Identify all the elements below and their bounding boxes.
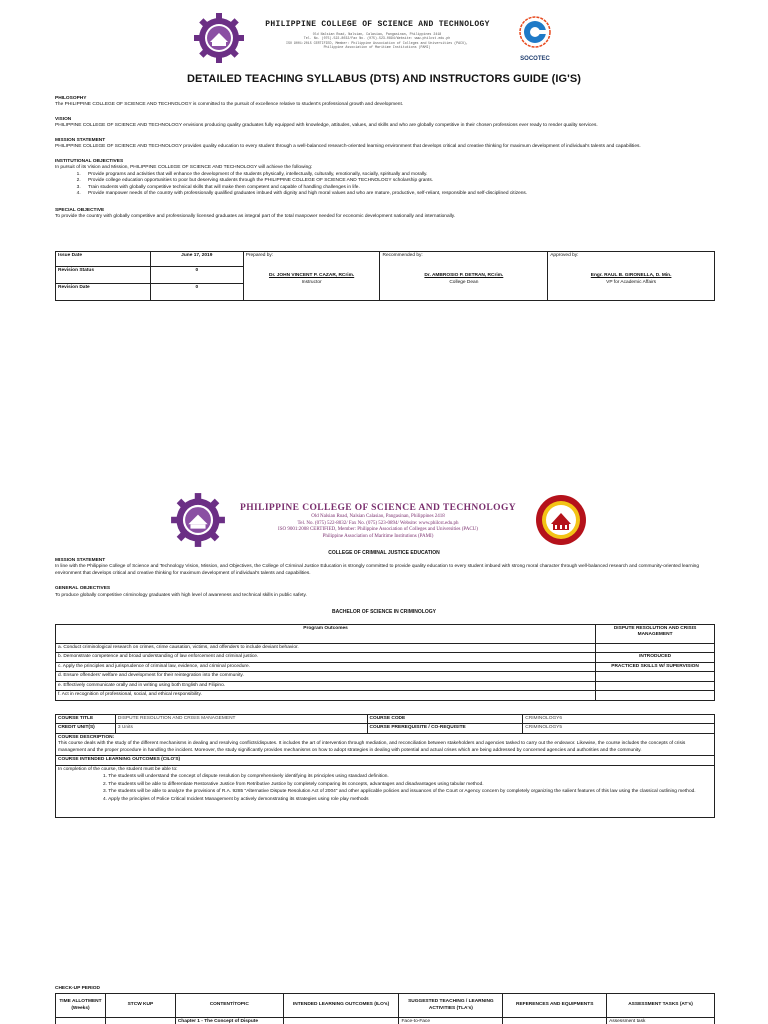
prepared-cell — [243, 252, 380, 301]
col-header: TIME ALLOTMENT (Weeks) — [56, 994, 106, 1018]
page1-body — [55, 96, 715, 221]
course-description-cell — [56, 733, 715, 755]
recommended-name: Dr. AMBROSIO P. DETRAN, RCrim. — [424, 273, 504, 279]
address-line: Tel. No. (075) 522-8032/ Fax No. (075) 523-0894/ Website: www.philcst.edu.ph — [297, 520, 459, 526]
col-header: ASSESSMENT TASKS (AT's) — [607, 994, 715, 1018]
list-item: 1. Provide programs and activities that will enhance the development of the students physically, intellectually, culturally, emotionally, socially, spiritually and morally. — [82, 172, 715, 178]
approved-label: Approved by: — [550, 253, 579, 258]
table-row: f. Act in recognition of professional, social, and ethical responsibility. — [56, 691, 596, 700]
table-cell — [56, 1018, 106, 1024]
college-address — [262, 32, 492, 49]
revision-status-value: 0 — [150, 267, 243, 284]
college-address — [228, 514, 528, 540]
list-item: 2. Provide college education opportunities to poor but deserving students through the PHILIPPINE COLLEGE OF SCIENCE AND TECHNOLOGY scholarship grants. — [82, 178, 715, 184]
issue-date-label: Issue Date — [56, 252, 151, 267]
course-info-table — [55, 714, 715, 818]
recommended-role: College Dean — [449, 279, 479, 285]
list-item: 2. The students will be able to differentiate Restorative Justice from Retributive Justice by completely comparing its concepts, advantages and disadvantages using tabular method. — [103, 781, 484, 787]
checkup-table — [55, 993, 715, 1024]
prereq-value: CRIMINOLOGY5 — [523, 724, 715, 733]
approved-cell — [548, 252, 715, 301]
table-row: e. Effectively communicate orally and in writing using both English and Filipino. — [56, 681, 596, 690]
outcome-level — [596, 672, 715, 681]
certification-logo-icon — [512, 12, 558, 58]
page-title: DETAILED TEACHING SYLLABUS (DTS) AND INSTRUCTORS GUIDE (IG'S) — [186, 73, 582, 85]
address-line: Philippine Association of Maritime Institutions (PAMI) — [322, 533, 434, 539]
revision-status-label: Revision Status — [56, 267, 151, 284]
tla-cell: Face-to-Face — [399, 1018, 503, 1024]
course-description-label: COURSE DESCRIPTION: — [58, 734, 115, 740]
prereq-label: COURSE PREREQUISITE / CO-REQUISITE — [367, 724, 523, 733]
checkup-heading: CHECK-UP PERIOD — [55, 986, 100, 991]
college-name: PHILIPPINE COLLEGE OF SCIENCE AND TECHNOLOGY — [265, 20, 490, 29]
address-line: ISO 9001:2015 CERTIFIED, Member: Philippine Association of Colleges and Universities (PACU), — [285, 40, 469, 45]
certification-label: SOCOTEC — [520, 56, 550, 62]
mission-text: PHILIPPINE COLLEGE OF SCIENCE AND TECHNOLOGY provides quality education to every student through a well-balanced research-oriented learning environment that develops critical and creative thinking for maximum development of individual's talents and capabilities. — [55, 144, 641, 150]
college-seal-icon — [170, 492, 226, 548]
course-code-label: COURSE CODE — [367, 715, 523, 724]
col-header: INTENDED LEARNING OUTCOMES (ILO's) — [283, 994, 399, 1018]
cilo-cell — [56, 765, 715, 817]
address-line: Philippine Association of Maritime Institutions (PAMI) — [323, 44, 431, 49]
page-1 — [0, 0, 768, 470]
assessment-cell: Assessment task — [607, 1018, 715, 1024]
objectives-intro: In pursuit of its Vision and Mission, PHILIPPINE COLLEGE OF SCIENCE AND TECHNOLOGY will achieve the following: — [55, 165, 313, 171]
course-header: DISPUTE RESOLUTION AND CRISIS MANAGEMENT — [596, 625, 715, 644]
list-item: 4. Provide manpower needs of the country with professionally qualified graduates imbued with dignity and high moral values and who are mature, productive, self-reliant, responsible and self-disciplined citizens. — [82, 191, 715, 197]
college-seal-icon — [193, 12, 245, 64]
outcome-level — [596, 681, 715, 690]
special-objective-heading: SPECIAL OBJECTIVE — [55, 207, 105, 213]
course-title-value: DISPUTE RESOLUTION AND CRISIS MANAGEMENT — [115, 715, 367, 724]
revision-date-label: Revision Date — [56, 284, 151, 301]
list-item: 3. Train students with globally competitive technical skills that will make them competent and capable of handling challenges in life. — [82, 185, 715, 191]
outcomes-header: Program Outcomes — [56, 625, 596, 644]
address-line: Tel. No. (075)-522-8032/Fax No. (075)-523-0894/Website: www.philcst.edu.ph — [303, 36, 451, 41]
general-objectives-heading: GENERAL OBJECTIVES — [55, 586, 111, 592]
program-title: BACHELOR OF SCIENCE IN CRIMINOLOGY — [332, 609, 436, 615]
revision-date-value: 0 — [150, 284, 243, 301]
prepared-role: Instructor — [301, 279, 322, 285]
col-header: STCW KUP — [105, 994, 175, 1018]
college-department: COLLEGE OF CRIMINAL JUSTICE EDUCATION — [328, 550, 440, 556]
col-header: CONTENT/TOPIC — [175, 994, 283, 1018]
course-title-label: COURSE TITLE — [56, 715, 116, 724]
mission-text: In line with the Philippine College of Science and Technology Vision, Mission, and Objectives, the College of Criminal Justice Education is strongly committed to provide quality education to every student imbued with strong moral character through well-balanced research and community-oriented learning environment that develops critical and creative thinking for maximum development of individual's talents and capabilities. — [55, 564, 700, 576]
prepared-name: Dr. JOHN VINCENT P. CAZAR, RCrim. — [268, 273, 355, 279]
list-item: 3. The students will be able to analyze the provisions of R.A. 9285 "Alternative Dispute Resolution Act of 2004" and other applicable policies and issuances of the Court or Agency concern by completely organizing the salient features of this law using the classical outlining method. — [103, 789, 696, 795]
address-line: Old Nalsian Road, Nalsian Calasiao, Pangasinan, Philippines 2418 — [311, 514, 445, 519]
list-item: 1. The students will understand the concept of dispute resolution by comprehensively identifying its principles using standard definition. — [103, 774, 389, 780]
program-outcomes-table — [55, 624, 715, 701]
general-objectives-text: To produce globally competitive criminology graduates with high level of awareness and technical skills in public safety. — [55, 592, 307, 598]
vision-heading: VISION — [55, 116, 72, 122]
address-line: Old Nalsian Road, Nalsian, Calasiao, Pangasinan, Philippines 2418 — [312, 32, 442, 36]
credit-value: 3 Units — [115, 724, 367, 733]
issue-signature-table — [55, 251, 715, 301]
recommended-cell — [380, 252, 548, 301]
special-objective-text: To provide the country with globally competitive and professionally licensed graduates as integral part of the total manpower needed for economic development nationally and internationally. — [55, 214, 456, 220]
page2-body — [55, 558, 715, 599]
topic-cell: Chapter 1 - The Concept of Dispute — [175, 1018, 283, 1024]
col-header: REFERENCES AND EQUIPMENTS — [503, 994, 607, 1018]
college-name: PHILIPPINE COLLEGE OF SCIENCE AND TECHNOLOGY — [240, 503, 516, 513]
col-header: SUGGESTED TEACHING / LEARNING ACTIVITIES (TLA's) — [399, 994, 503, 1018]
address-line: ISO 9001:2008 CERTIFIED, Member: Philippine Association of Colleges and Universities (PACU) — [278, 527, 478, 532]
table-cell — [105, 1018, 175, 1024]
philosophy-heading: PHILOSOPHY — [55, 96, 87, 101]
outcome-level — [596, 644, 715, 653]
philosophy-text: The PHILIPPINE COLLEGE OF SCIENCE AND TECHNOLOGY is committed to the pursuit of excellence relative to student's professional growth and development. — [55, 102, 404, 108]
course-description-text: This course deals with the study of the different mechanisms in dealing and resolving conflicts/disputes. It includes the art of intervention through mediation, and reconciliation between stakeholders and agencies tasked to carry out the endeavor. Likewise, the course includes the concepts of crisis management and the proper procedure in handling the incident. Moreover, the study significantly provides mechanisms on how to adopt strategies in dealing with potential and actual crises which are being addressed by concerned agencies and authorities and the community. — [58, 741, 686, 753]
criminology-seal-icon — [535, 494, 587, 546]
table-cell — [283, 1018, 399, 1024]
objectives-list — [55, 172, 715, 198]
credit-label: CREDIT UNIT(S) — [56, 724, 116, 733]
approved-role: VP for Academic Affairs — [606, 279, 657, 285]
outcome-level: INTRODUCED — [596, 653, 715, 662]
outcome-level — [596, 691, 715, 700]
table-row: a. Conduct criminological research on crimes, crime causation, victims, and offenders to include deviant behavior. — [56, 644, 596, 653]
table-row: b. Demonstrate competence and broad understanding of law enforcement and criminal justice. — [56, 653, 596, 662]
approved-name: Engr. RAUL B. GIRONELLA, D. Min. — [590, 273, 672, 279]
table-cell — [503, 1018, 607, 1024]
page-2 — [0, 480, 768, 1024]
recommended-label: Recommended by: — [382, 253, 423, 258]
vision-text: PHILIPPINE COLLEGE OF SCIENCE AND TECHNOLOGY envisions producing quality graduates fully equipped with knowledge, attitudes, values, and skills and who are globally competitive in their chosen professions ever ready to render quality services. — [55, 123, 598, 129]
course-code-value: CRIMINOLOGY6 — [523, 715, 715, 724]
table-row: c. Apply the principles and jurisprudence of criminal law, evidence, and criminal procedure. — [56, 662, 596, 671]
mission-heading: MISSION STATEMENT — [55, 137, 106, 143]
issue-date-value: June 17, 2019 — [150, 252, 243, 267]
cilo-intro: In completion of the course, the student must be able to: — [58, 766, 178, 772]
list-item: 4. Apply the principles of Police Critical Incident Management by actively demonstrating its strategies using role play methods — [103, 796, 369, 802]
mission-heading: MISSION STATEMENT — [55, 558, 106, 563]
table-row: d. Ensure offenders' welfare and development for their reintegration into the community. — [56, 672, 596, 681]
cilo-label: COURSE INTENDED LEARNING OUTCOMES (CILO'S) — [56, 756, 715, 765]
objectives-heading: INSTITUTIONAL OBJECTIVES — [55, 158, 124, 164]
prepared-label: Prepared by: — [245, 253, 274, 258]
outcome-level: PRACTICED SKILLS W/ SUPERVISION — [596, 662, 715, 671]
cilo-list — [58, 774, 712, 803]
